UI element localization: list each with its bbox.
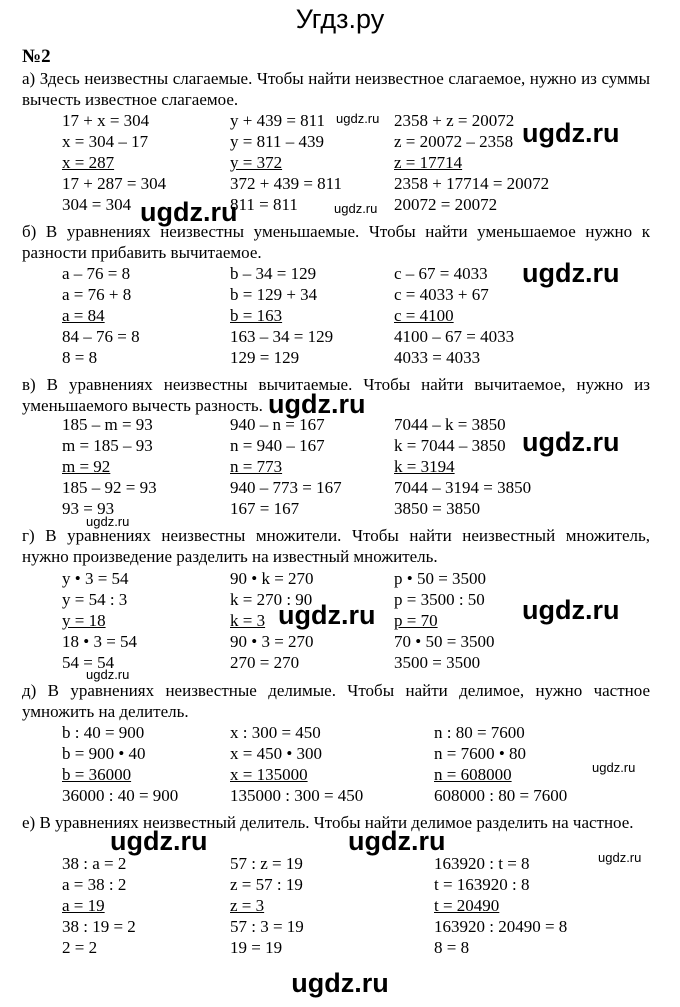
equation-answer: k = 3194 xyxy=(394,457,455,476)
equation: 2358 + 17714 = 20072 xyxy=(394,174,550,193)
equation: 57 : 3 = 19 xyxy=(230,917,304,936)
equation: x : 300 = 450 xyxy=(230,723,321,742)
site-title: Угдз.ру xyxy=(295,4,385,34)
watermark: ugdz.ru xyxy=(522,427,620,457)
equation: a = 38 : 2 xyxy=(62,875,127,894)
equation: 36000 : 40 = 900 xyxy=(62,786,179,805)
equation-answer: z = 17714 xyxy=(394,153,463,172)
equation: 163920 : 20490 = 8 xyxy=(434,917,568,936)
section-g-text: г) В уравнениях неизвестны множители. Чтобы найти неизвестный множитель, нужно произведение разделить на известный множитель. xyxy=(22,526,650,566)
watermark-small: ugdz.ru xyxy=(86,667,130,682)
watermark: ugdz.ru xyxy=(140,197,238,227)
equation: 135000 : 300 = 450 xyxy=(230,786,364,805)
equation: 19 = 19 xyxy=(230,938,283,957)
equation: 54 = 54 xyxy=(62,653,115,672)
equation: a – 76 = 8 xyxy=(62,264,131,283)
watermark-small: ugdz.ru xyxy=(336,111,380,126)
equation: 20072 = 20072 xyxy=(394,195,498,214)
equation: y = 811 – 439 xyxy=(230,132,324,151)
equation: 93 = 93 xyxy=(62,499,115,518)
equation: a = 76 + 8 xyxy=(62,285,132,304)
equation: 129 = 129 xyxy=(230,348,300,367)
section-v-text: в) В уравнениях неизвестны вычитаемые. Чтобы найти вычитаемое, нужно из уменьшаемого вычесть разность. xyxy=(22,375,650,415)
equation: 18 • 3 = 54 xyxy=(62,632,138,651)
equation: 38 : 19 = 2 xyxy=(62,917,136,936)
equation-answer: c = 4100 xyxy=(394,306,454,325)
equation: n = 7600 • 80 xyxy=(434,744,527,763)
equation-answer: p = 70 xyxy=(394,611,438,630)
watermark-small: ugdz.ru xyxy=(334,201,378,216)
equation: 90 • k = 270 xyxy=(230,569,314,588)
watermark: ugdz.ru xyxy=(522,595,620,625)
equation: 7044 – 3194 = 3850 xyxy=(394,478,532,497)
equation: p • 50 = 3500 xyxy=(394,569,487,588)
equation: 17 + 287 = 304 xyxy=(62,174,167,193)
equation: t = 163920 : 8 xyxy=(434,875,530,894)
equation-answer: x = 135000 xyxy=(230,765,308,784)
equation: 38 : a = 2 xyxy=(62,854,127,873)
watermark-small: ugdz.ru xyxy=(86,514,130,529)
section-e-text: е) В уравнениях неизвестный делитель. Чтобы найти делимое разделить на частное. xyxy=(22,813,634,832)
footer-watermark: ugdz.ru xyxy=(291,968,389,998)
equation: p = 3500 : 50 xyxy=(394,590,485,609)
equation-answer: x = 287 xyxy=(62,153,115,172)
section-b-text: б) В уравнениях неизвестны уменьшаемые. Чтобы найти уменьшаемое нужно к разности прибавить вычитаемое. xyxy=(22,222,650,262)
equation: 17 + x = 304 xyxy=(62,111,150,130)
equation: 90 • 3 = 270 xyxy=(230,632,314,651)
equation: 2 = 2 xyxy=(62,938,98,957)
task-number: №2 xyxy=(22,46,51,67)
equation-answer: y = 18 xyxy=(62,611,106,630)
equation: 167 = 167 xyxy=(230,499,300,518)
watermark-small: ugdz.ru xyxy=(598,850,642,865)
equation: n = 940 – 167 xyxy=(230,436,325,455)
equation: 811 = 811 xyxy=(230,195,298,214)
equation: 163920 : t = 8 xyxy=(434,854,530,873)
equation: 3500 = 3500 xyxy=(394,653,481,672)
equation: 270 = 270 xyxy=(230,653,300,672)
equation: k = 7044 – 3850 xyxy=(394,436,506,455)
watermark: ugdz.ru xyxy=(348,826,446,856)
equation: y = 54 : 3 xyxy=(62,590,128,609)
watermark: ugdz.ru xyxy=(110,826,208,856)
equation: b : 40 = 900 xyxy=(62,723,145,742)
equation: b = 900 • 40 xyxy=(62,744,146,763)
equation: 304 = 304 xyxy=(62,195,132,214)
equation: z = 57 : 19 xyxy=(230,875,303,894)
watermark: ugdz.ru xyxy=(522,258,620,288)
equation: 940 – 773 = 167 xyxy=(230,478,342,497)
equation: 4033 = 4033 xyxy=(394,348,481,367)
equation: 70 • 50 = 3500 xyxy=(394,632,495,651)
equation: m = 185 – 93 xyxy=(62,436,153,455)
equation: z = 20072 – 2358 xyxy=(394,132,514,151)
equation: 4100 – 67 = 4033 xyxy=(394,327,515,346)
watermark: ugdz.ru xyxy=(268,389,366,419)
section-d-text: д) В уравнениях неизвестные делимые. Чтобы найти делимое, нужно частное умножить на делитель. xyxy=(22,681,650,721)
equation: 8 = 8 xyxy=(62,348,98,367)
equation: 8 = 8 xyxy=(434,938,470,957)
equation: y • 3 = 54 xyxy=(62,569,129,588)
equation: 84 – 76 = 8 xyxy=(62,327,140,346)
equation: b – 34 = 129 xyxy=(230,264,317,283)
equation: k = 270 : 90 xyxy=(230,590,313,609)
equation-answer: n = 608000 xyxy=(434,765,512,784)
equation: 57 : z = 19 xyxy=(230,854,303,873)
watermark: ugdz.ru xyxy=(522,118,620,148)
equation: 608000 : 80 = 7600 xyxy=(434,786,568,805)
equation-answer: t = 20490 xyxy=(434,896,500,915)
equation: n : 80 = 7600 xyxy=(434,723,525,742)
equation: x = 450 • 300 xyxy=(230,744,323,763)
equation: c = 4033 + 67 xyxy=(394,285,489,304)
equation: 185 – 92 = 93 xyxy=(62,478,157,497)
equation-answer: y = 372 xyxy=(230,153,283,172)
equation: c – 67 = 4033 xyxy=(394,264,488,283)
equation-answer: b = 163 xyxy=(230,306,283,325)
equation-answer: k = 3 xyxy=(230,611,266,630)
equation-answer: m = 92 xyxy=(62,457,111,476)
watermark: ugdz.ru xyxy=(278,600,376,630)
equation: 163 – 34 = 129 xyxy=(230,327,334,346)
equation: 372 + 439 = 811 xyxy=(230,174,343,193)
equation: 2358 + z = 20072 xyxy=(394,111,515,130)
equation: 3850 = 3850 xyxy=(394,499,481,518)
equation-answer: n = 773 xyxy=(230,457,283,476)
equation-answer: z = 3 xyxy=(230,896,265,915)
equation: 185 – m = 93 xyxy=(62,415,153,434)
equation-answer: a = 19 xyxy=(62,896,105,915)
equation: b = 129 + 34 xyxy=(230,285,318,304)
equation-answer: b = 36000 xyxy=(62,765,132,784)
equation: x = 304 – 17 xyxy=(62,132,149,151)
section-a-text: а) Здесь неизвестны слагаемые. Чтобы найти неизвестное слагаемое, нужно из суммы вычесть известное слагаемое. xyxy=(22,69,650,109)
equation: 7044 – k = 3850 xyxy=(394,415,506,434)
watermark-small: ugdz.ru xyxy=(592,760,636,775)
equation: 940 – n = 167 xyxy=(230,415,325,434)
equation: y + 439 = 811 xyxy=(230,111,326,130)
equation-answer: a = 84 xyxy=(62,306,105,325)
